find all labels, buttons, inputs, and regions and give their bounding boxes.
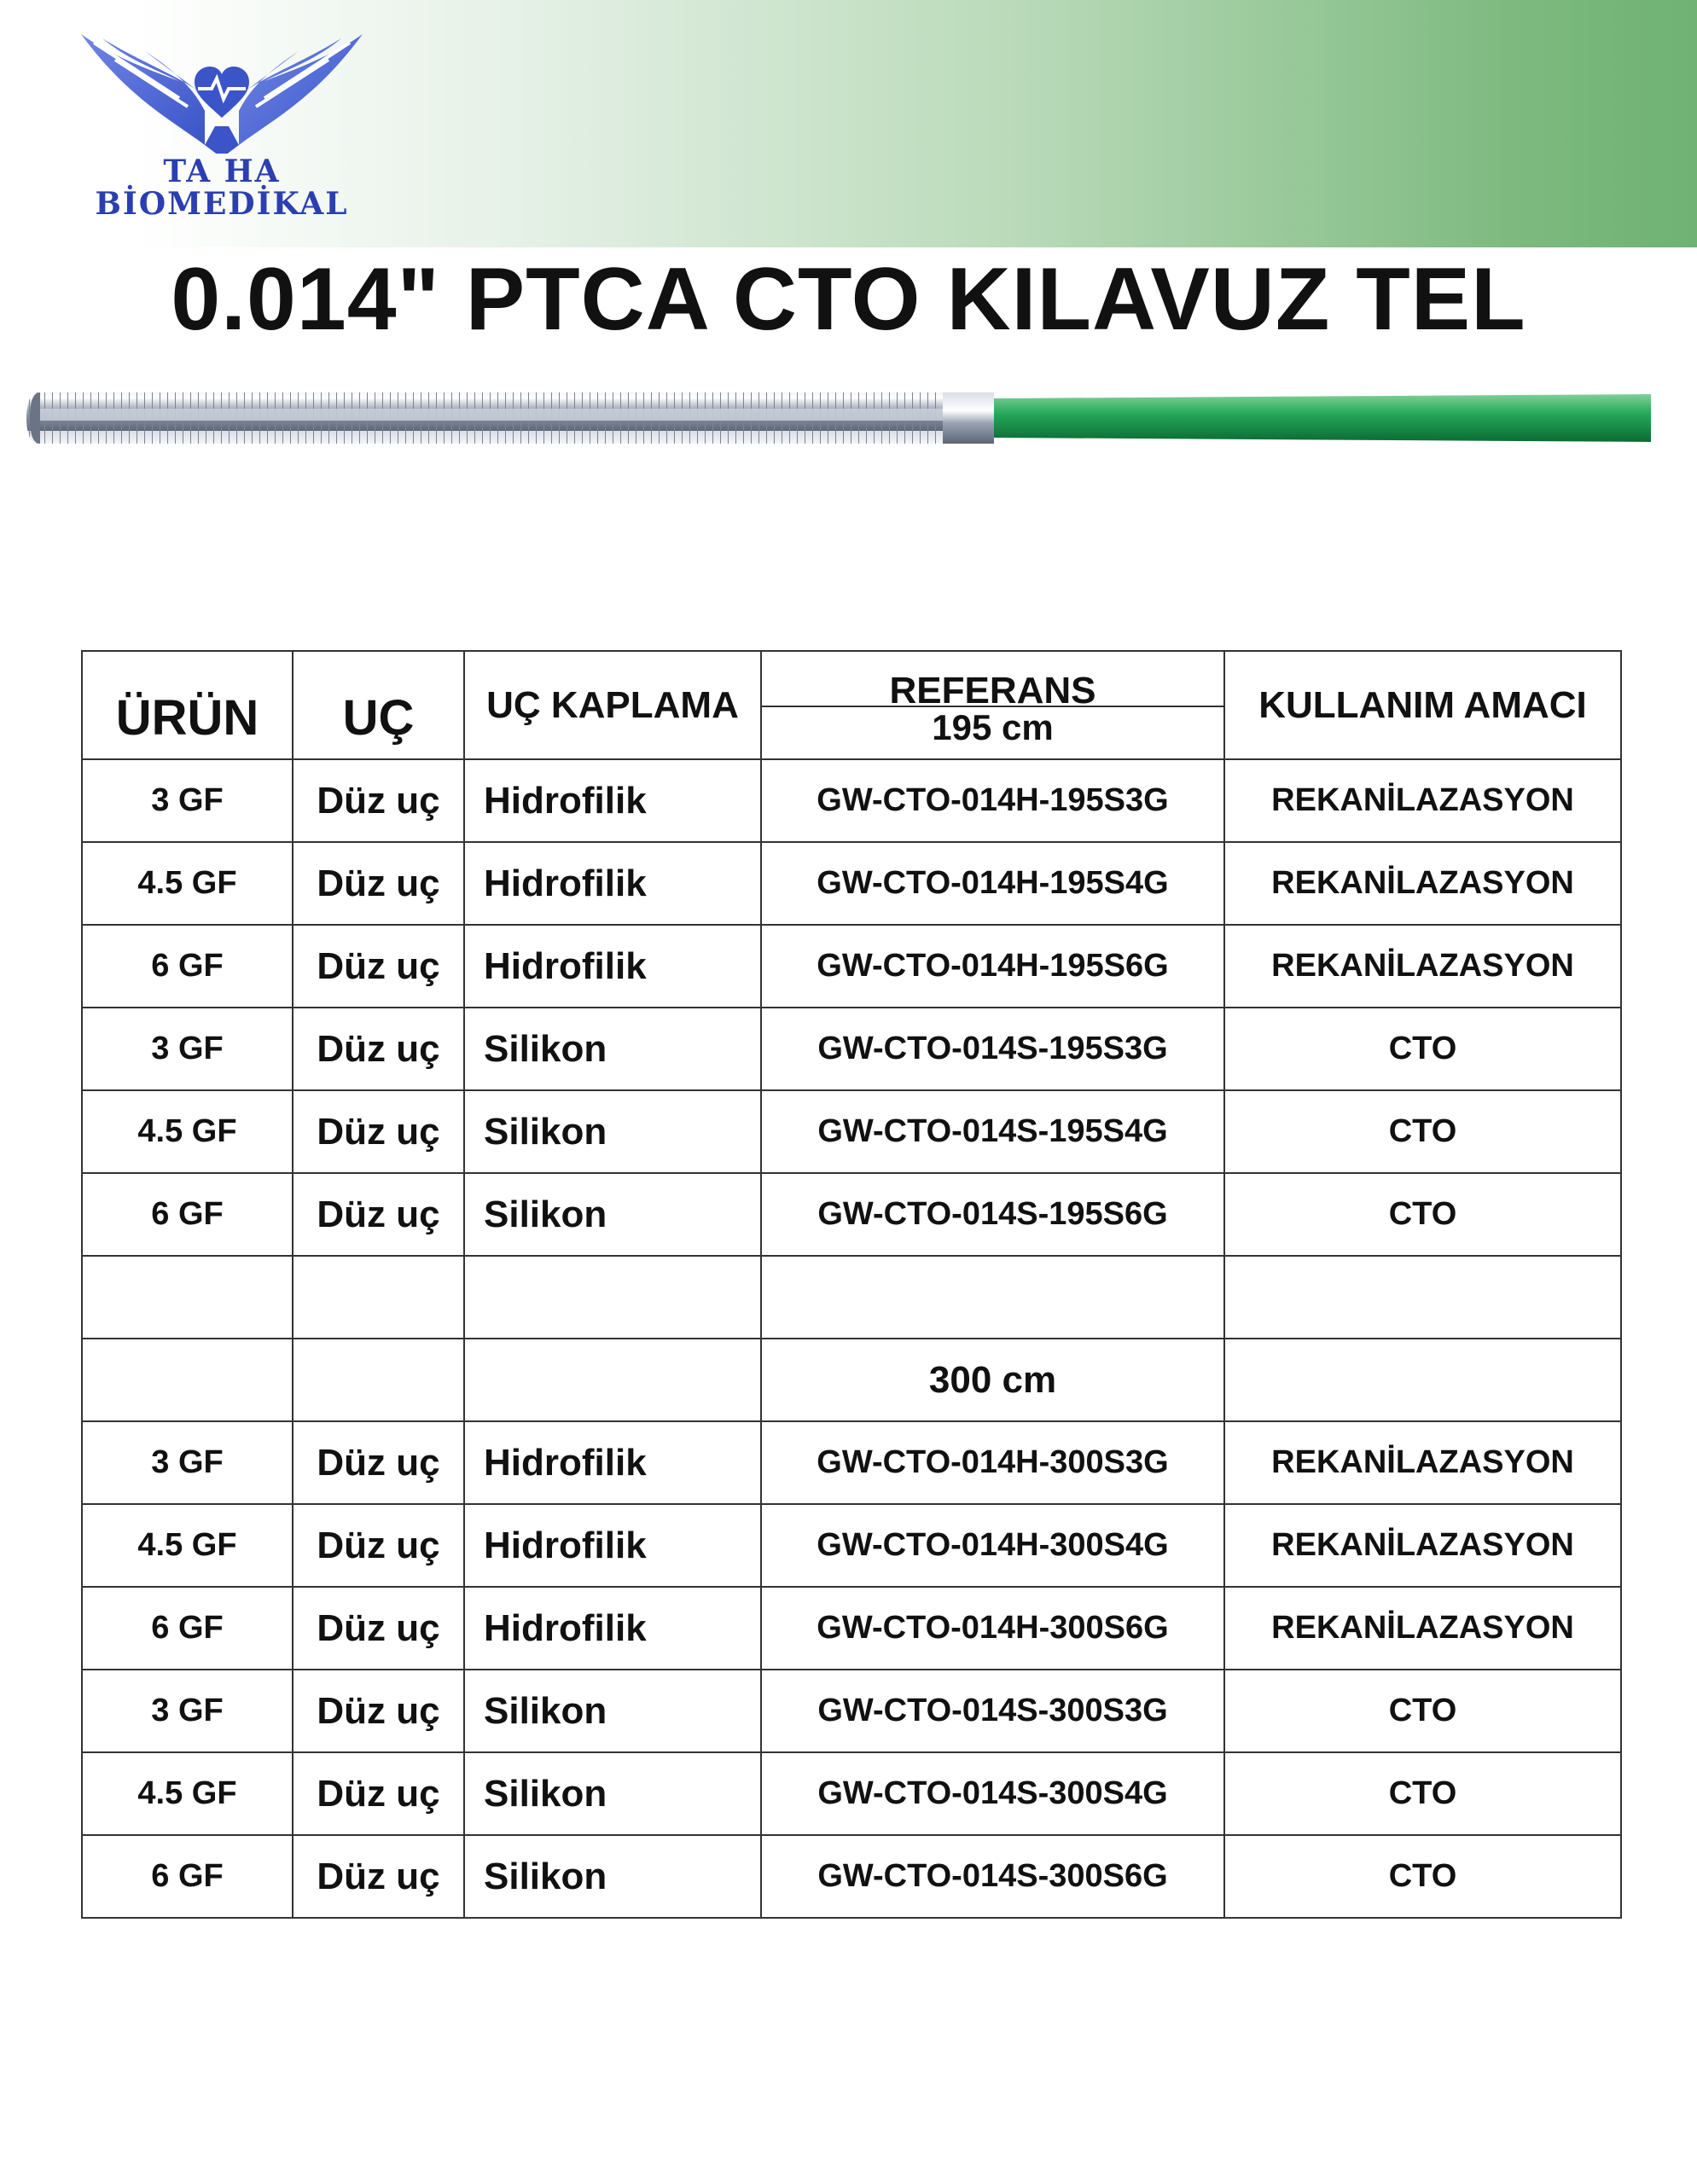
cell-reference: GW-CTO-014H-195S4G [761,842,1224,925]
empty-cell [293,1339,464,1421]
header-tip: UÇ [293,651,464,759]
empty-cell [1224,1339,1621,1421]
cell-product: 3 GF [82,1670,293,1752]
cell-tip: Düz uç [293,759,464,842]
cell-reference: GW-CTO-014S-300S3G [761,1670,1224,1752]
table-header-row [82,651,1621,759]
cell-coating: Silikon [464,1670,761,1752]
cell-reference: GW-CTO-014H-195S6G [761,925,1224,1008]
cell-purpose: REKANİLAZASYON [1224,1504,1621,1587]
cell-product: 3 GF [82,1421,293,1504]
guide-wire-illustration [21,380,1659,456]
cell-purpose: CTO [1224,1670,1621,1752]
cell-tip: Düz uç [293,1173,464,1256]
empty-cell [82,1256,293,1339]
table-row [82,1752,1621,1835]
section-row-300 [82,1339,1621,1421]
cell-tip: Düz uç [293,1752,464,1835]
empty-cell [82,1339,293,1421]
empty-cell [464,1339,761,1421]
cell-tip: Düz uç [293,1835,464,1918]
empty-cell [464,1256,761,1339]
cell-coating: Silikon [464,1173,761,1256]
cell-product: 4.5 GF [82,842,293,925]
cell-purpose: CTO [1224,1835,1621,1918]
cell-product: 4.5 GF [82,1752,293,1835]
cell-reference: GW-CTO-014S-195S6G [761,1173,1224,1256]
cell-purpose: REKANİLAZASYON [1224,842,1621,925]
cell-reference: GW-CTO-014H-300S4G [761,1504,1224,1587]
brand-logo [77,17,367,230]
cell-coating: Silikon [464,1752,761,1835]
cell-tip: Düz uç [293,1090,464,1173]
empty-row [82,1256,1621,1339]
header-reference-label: REFERANS [889,669,1096,712]
table-row [82,1421,1621,1504]
table-row [82,1008,1621,1090]
cell-tip: Düz uç [293,1421,464,1504]
cell-coating: Hidrofilik [464,759,761,842]
cell-product: 3 GF [82,759,293,842]
cell-purpose: CTO [1224,1173,1621,1256]
cell-reference: GW-CTO-014S-300S4G [761,1752,1224,1835]
table-row [82,1587,1621,1670]
specification-table [81,650,1622,1919]
cell-coating: Silikon [464,1008,761,1090]
table-row [82,1670,1621,1752]
table-row [82,759,1621,842]
cell-reference: GW-CTO-014H-300S6G [761,1587,1224,1670]
cell-purpose: REKANİLAZASYON [1224,1587,1621,1670]
cell-tip: Düz uç [293,1587,464,1670]
cell-reference: GW-CTO-014S-195S3G [761,1008,1224,1090]
cell-coating: Silikon [464,1090,761,1173]
cell-coating: Hidrofilik [464,1421,761,1504]
cell-purpose: REKANİLAZASYON [1224,1421,1621,1504]
header-coating: UÇ KAPLAMA [464,651,761,759]
table-row [82,1173,1621,1256]
cell-purpose: REKANİLAZASYON [1224,759,1621,842]
cell-product: 6 GF [82,1587,293,1670]
empty-cell [1224,1256,1621,1339]
section-length-label: 300 cm [761,1339,1224,1421]
cell-purpose: CTO [1224,1752,1621,1835]
cell-product: 3 GF [82,1008,293,1090]
cell-product: 6 GF [82,1173,293,1256]
table-row [82,1504,1621,1587]
cell-purpose: CTO [1224,1008,1621,1090]
cell-purpose: REKANİLAZASYON [1224,925,1621,1008]
cell-coating: Hidrofilik [464,1587,761,1670]
table-row [82,1090,1621,1173]
brand-name-line2: BİOMEDİKAL [95,186,349,222]
cell-tip: Düz uç [293,842,464,925]
brand-name-line1: TA HA [163,154,281,189]
table-row [82,842,1621,925]
cell-tip: Düz uç [293,1008,464,1090]
empty-cell [761,1256,1224,1339]
cell-product: 6 GF [82,925,293,1008]
table-row [82,1835,1621,1918]
header-product: ÜRÜN [82,651,293,759]
header-reference-length: 195 cm [932,706,1054,747]
cell-tip: Düz uç [293,1504,464,1587]
empty-cell [293,1256,464,1339]
cell-product: 4.5 GF [82,1504,293,1587]
cell-coating: Hidrofilik [464,842,761,925]
cell-coating: Hidrofilik [464,1504,761,1587]
table-row [82,925,1621,1008]
cell-product: 6 GF [82,1835,293,1918]
cell-reference: GW-CTO-014S-195S4G [761,1090,1224,1173]
header-reference [761,651,1224,759]
page-title: 0.014" PTCA CTO KILAVUZ TEL [171,250,1526,349]
cell-reference: GW-CTO-014H-195S3G [761,759,1224,842]
cell-coating: Hidrofilik [464,925,761,1008]
cell-purpose: CTO [1224,1090,1621,1173]
header-purpose: KULLANIM AMACI [1224,651,1621,759]
cell-reference: GW-CTO-014S-300S6G [761,1835,1224,1918]
cell-tip: Düz uç [293,1670,464,1752]
wings-heart-icon [77,17,367,154]
cell-reference: GW-CTO-014H-300S3G [761,1421,1224,1504]
cell-coating: Silikon [464,1835,761,1918]
cell-tip: Düz uç [293,925,464,1008]
cell-product: 4.5 GF [82,1090,293,1173]
